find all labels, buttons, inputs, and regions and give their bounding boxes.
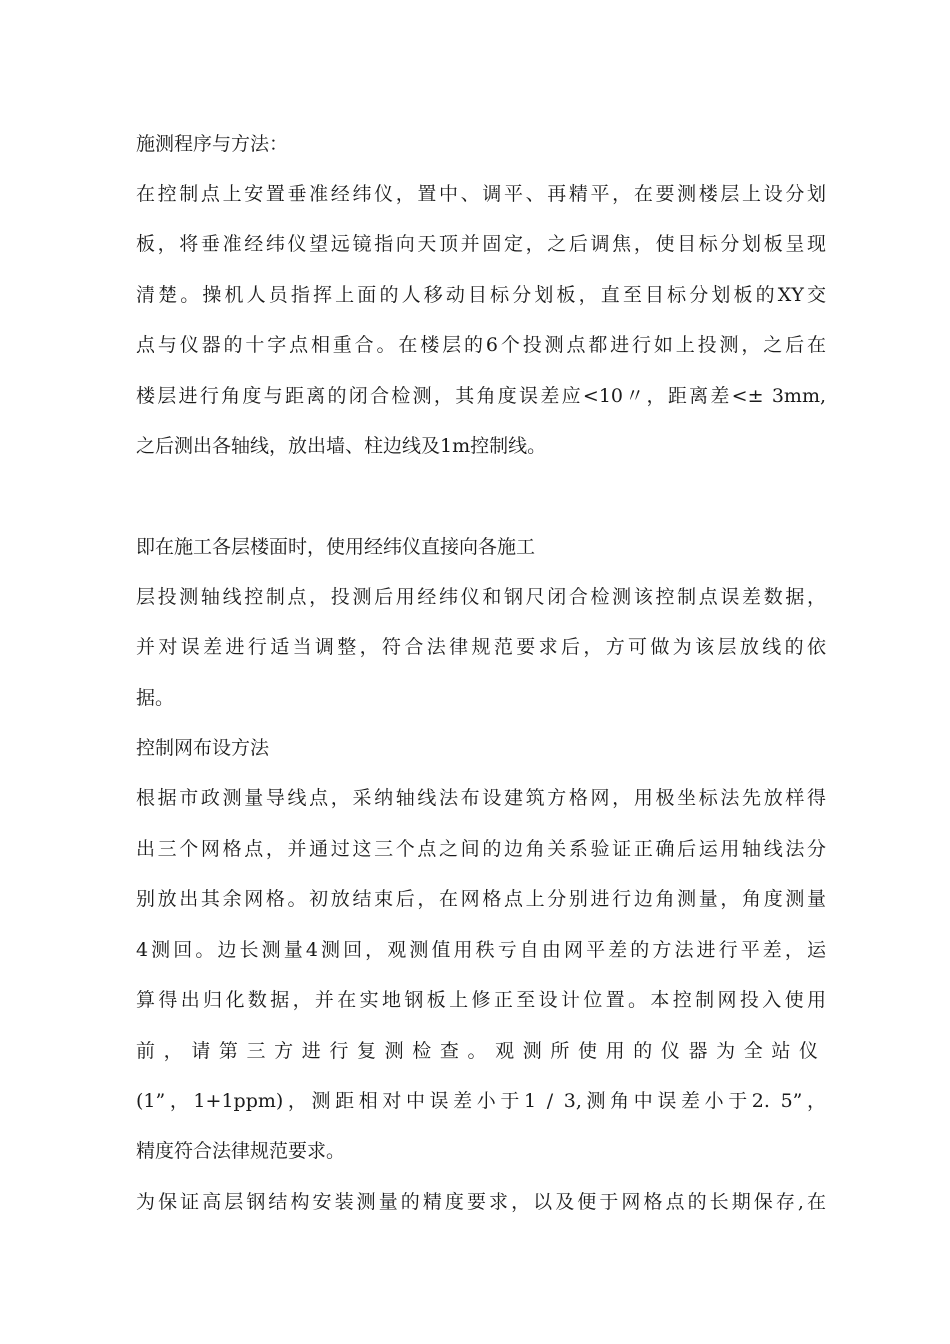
paragraph-line: 4测回。边长测量4测回，观测值用秩亏自由网平差的方法进行平差，运 xyxy=(136,939,826,961)
paragraph-line: 楼层进行角度与距离的闭合检测，其角度误差应<10〃，距离差<± 3mm, xyxy=(136,385,826,407)
paragraph-line: 前，请第三方进行复测检查。观测所使用的仪器为全站仪 xyxy=(136,1040,826,1062)
paragraph-line: 板，将垂准经纬仪望远镜指向天顶并固定，之后调焦，使目标分划板呈现 xyxy=(136,233,826,255)
section-heading-control-network: 控制网布设方法 xyxy=(136,737,270,759)
paragraph-line: 精度符合法律规范要求。 xyxy=(136,1140,346,1162)
paragraph-line: (1”，1+1ppm)，测距相对中误差小于1 / 3,测角中误差小于2. 5”， xyxy=(136,1090,826,1112)
paragraph-line: 算得出归化数据，并在实地钢板上修正至设计位置。本控制网投入使用 xyxy=(136,989,826,1011)
paragraph-line: 点与仪器的十字点相重合。在楼层的6个投测点都进行如上投测，之后在 xyxy=(136,334,826,356)
paragraph-line: 层投测轴线控制点，投测后用经纬仪和钢尺闭合检测该控制点误差数据， xyxy=(136,586,826,608)
paragraph-line: 在控制点上安置垂准经纬仪，置中、调平、再精平，在要测楼层上设分划 xyxy=(136,183,826,205)
paragraph-line: 并对误差进行适当调整，符合法律规范要求后，方可做为该层放线的依 xyxy=(136,636,826,658)
section-heading-survey-procedure: 施测程序与方法： xyxy=(136,133,289,155)
paragraph-line: 别放出其余网格。初放结束后，在网格点上分别进行边角测量，角度测量 xyxy=(136,888,826,910)
paragraph-line: 根据市政测量导线点，采纳轴线法布设建筑方格网，用极坐标法先放样得 xyxy=(136,787,826,809)
paragraph-line: 出三个网格点，并通过这三个点之间的边角关系验证正确后运用轴线法分 xyxy=(136,838,826,860)
paragraph-line: 为保证高层钢结构安装测量的精度要求，以及便于网格点的长期保存,在 xyxy=(136,1191,826,1213)
paragraph-line: 之后测出各轴线，放出墙、柱边线及1m控制线。 xyxy=(136,435,547,457)
paragraph-line: 清楚。操机人员指挥上面的人移动目标分划板，直至目标分划板的XY交 xyxy=(136,284,826,306)
paragraph-line: 据。 xyxy=(136,687,175,709)
paragraph-line: 即在施工各层楼面时，使用经纬仪直接向各施工 xyxy=(136,536,536,558)
